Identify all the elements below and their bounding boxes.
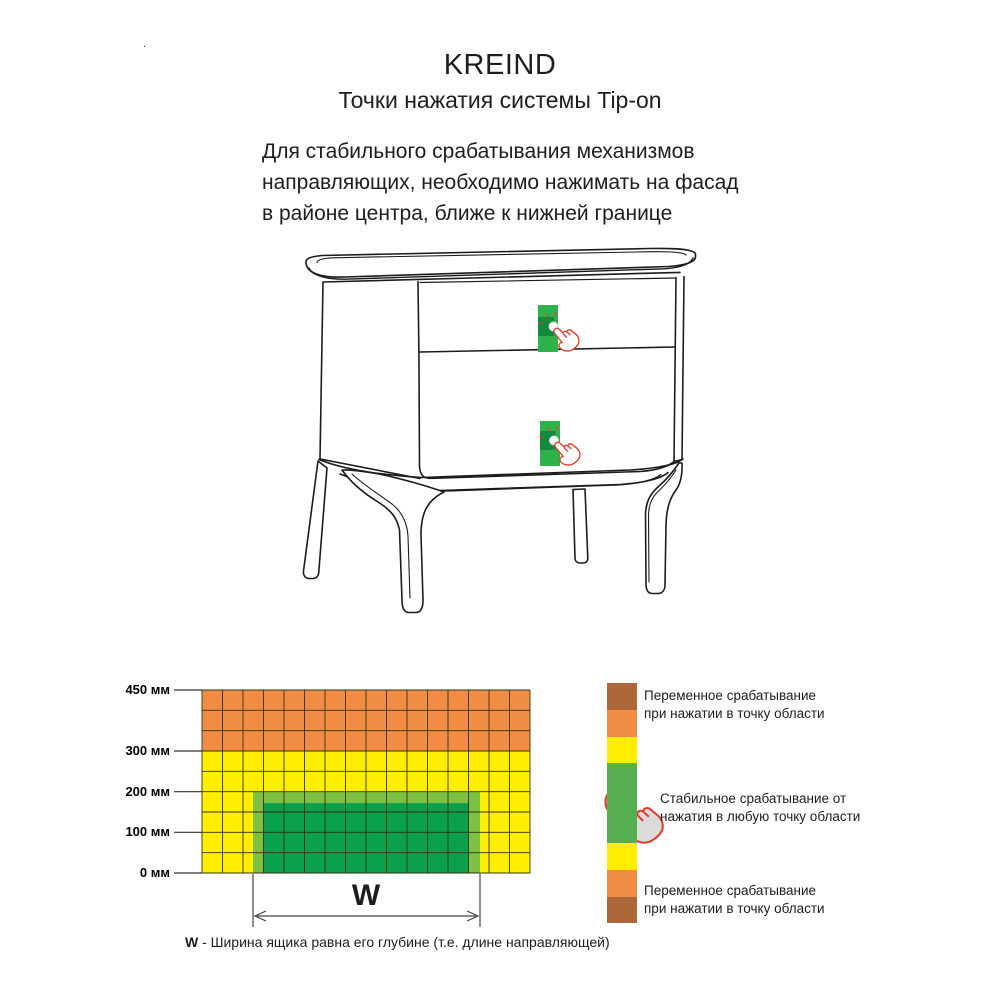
stray-mark: . bbox=[143, 38, 147, 50]
legend-entry-bottom-line-1: Переменное срабатывание bbox=[644, 883, 817, 898]
y-tick-300: 300 мм bbox=[125, 743, 170, 758]
intro-line-3: в районе центра, ближе к нижней границе bbox=[262, 202, 673, 225]
cabinet-front-left-corner bbox=[418, 282, 420, 467]
intro-line-1: Для стабильного срабатывания механизмов bbox=[262, 140, 695, 163]
width-dimension-label: W bbox=[351, 879, 381, 912]
legend-segment-3 bbox=[607, 763, 637, 843]
intro-paragraph bbox=[262, 136, 762, 229]
cabinet-left-edge bbox=[320, 283, 323, 460]
page-subtitle: Точки нажатия системы Tip-on bbox=[338, 87, 662, 113]
legend-entry-top bbox=[644, 687, 825, 723]
zone-stable-core-green bbox=[264, 803, 469, 873]
cabinet-front-right-corner bbox=[674, 278, 676, 462]
page-title: KREIND bbox=[443, 49, 557, 81]
y-tick-0: 0 мм bbox=[139, 865, 170, 880]
legend-segment-1 bbox=[607, 710, 637, 737]
legend-segment-5 bbox=[607, 870, 637, 897]
nightstand-drawing bbox=[303, 248, 695, 612]
press-indicator-1 bbox=[538, 305, 582, 355]
intro-line-2: направляющих, необходимо нажимать на фасад bbox=[262, 171, 739, 194]
back-right-leg bbox=[573, 489, 588, 563]
legend-entry-middle-line-1: Стабильное срабатывание от bbox=[660, 791, 847, 806]
legend-segment-2 bbox=[607, 737, 637, 763]
front-left-leg bbox=[342, 470, 444, 613]
front-right-leg bbox=[646, 463, 683, 594]
chart-axis-ticks bbox=[174, 690, 202, 873]
back-left-leg bbox=[303, 461, 327, 579]
legend-segment-6 bbox=[607, 897, 637, 923]
legend-entry-middle bbox=[660, 790, 860, 826]
y-tick-200: 200 мм bbox=[125, 784, 170, 799]
y-tick-450: 450 мм bbox=[125, 682, 170, 697]
legend-entry-top-line-2: при нажатии в точку области bbox=[644, 706, 825, 721]
legend-entry-bottom-line-2: при нажатии в точку области bbox=[644, 901, 825, 916]
width-caption-bold: W bbox=[185, 934, 199, 950]
legend-segment-0 bbox=[607, 683, 637, 710]
y-tick-100: 100 мм bbox=[125, 824, 170, 839]
width-caption bbox=[185, 934, 610, 950]
legend-entry-top-line-1: Переменное срабатывание bbox=[644, 688, 817, 703]
legend-color-bar bbox=[607, 683, 637, 923]
legend-entry-bottom bbox=[644, 882, 825, 918]
cabinet-right-edge bbox=[682, 277, 684, 460]
width-caption-rest: - Ширина ящика равна его глубине (т.е. длине направляющей) bbox=[198, 934, 610, 950]
press-indicator-2 bbox=[540, 421, 584, 469]
legend-segment-4 bbox=[607, 843, 637, 870]
legend-entry-middle-line-2: нажатия в любую точку области bbox=[660, 809, 861, 824]
